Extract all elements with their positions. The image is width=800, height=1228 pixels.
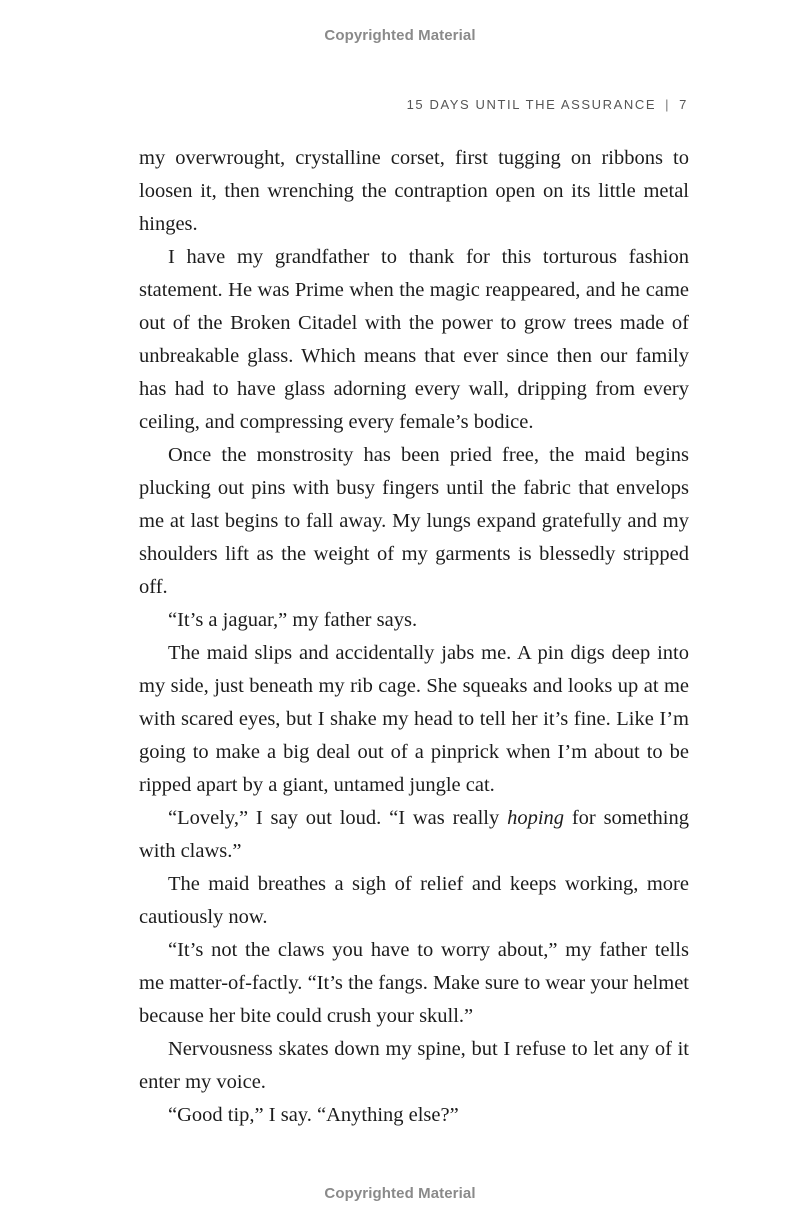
paragraph — [139, 802, 689, 868]
emphasis-text: hoping — [507, 807, 565, 829]
paragraph-text: for something with claws.” — [139, 807, 689, 862]
paragraph: The maid slips and accidentally jabs me. A pin digs deep into my side, just beneath my rib cage. She squeaks and looks up at me with scared eyes, but I shake my head to tell her it’s fine. Like I’m going to make a big deal out of a pinprick when I’m about to be ripped apart by a giant, untamed jungle cat. — [139, 642, 689, 796]
body-text — [139, 142, 689, 1132]
copyright-watermark-bottom: Copyrighted Material — [324, 1185, 476, 1202]
copyright-watermark-top: Copyrighted Material — [324, 27, 476, 44]
running-head-title: 15 DAYS UNTIL THE ASSURANCE — [406, 97, 657, 112]
paragraph: Nervousness skates down my spine, but I refuse to let any of it enter my voice. — [139, 1038, 689, 1093]
running-head — [407, 97, 688, 112]
page-number: 7 — [679, 97, 688, 112]
paragraph: “Good tip,” I say. “Anything else?” — [168, 1104, 459, 1126]
paragraph: my overwrought, crystalline corset, first tugging on ribbons to loosen it, then wrenching the contraption open on its little metal hinges. — [139, 147, 689, 235]
paragraph: “It’s a jaguar,” my father says. — [168, 609, 418, 631]
running-head-separator: | — [665, 97, 671, 112]
paragraph: The maid breathes a sigh of relief and keeps working, more cautiously now. — [139, 873, 689, 928]
paragraph-text: “Lovely,” I say out loud. “I was really — [168, 807, 508, 829]
paragraph: Once the monstrosity has been pried free, the maid begins plucking out pins with busy fingers until the fabric that envelops me at last begins to fall away. My lungs expand gratefully and my shoulders lift as the weight of my garments is blessedly stripped off. — [139, 444, 689, 598]
paragraph: I have my grandfather to thank for this torturous fashion statement. He was Prime when the magic reappeared, and he came out of the Broken Citadel with the power to grow trees made of unbreakable glass. Which means that ever since then our family has had to have glass adorning every wall, dripping from every ceiling, and compressing every female’s bodice. — [139, 246, 689, 433]
paragraph: “It’s not the claws you have to worry about,” my father tells me matter-of-factly. “It’s the fangs. Make sure to wear your helmet because her bite could crush your skull.” — [139, 939, 689, 1027]
